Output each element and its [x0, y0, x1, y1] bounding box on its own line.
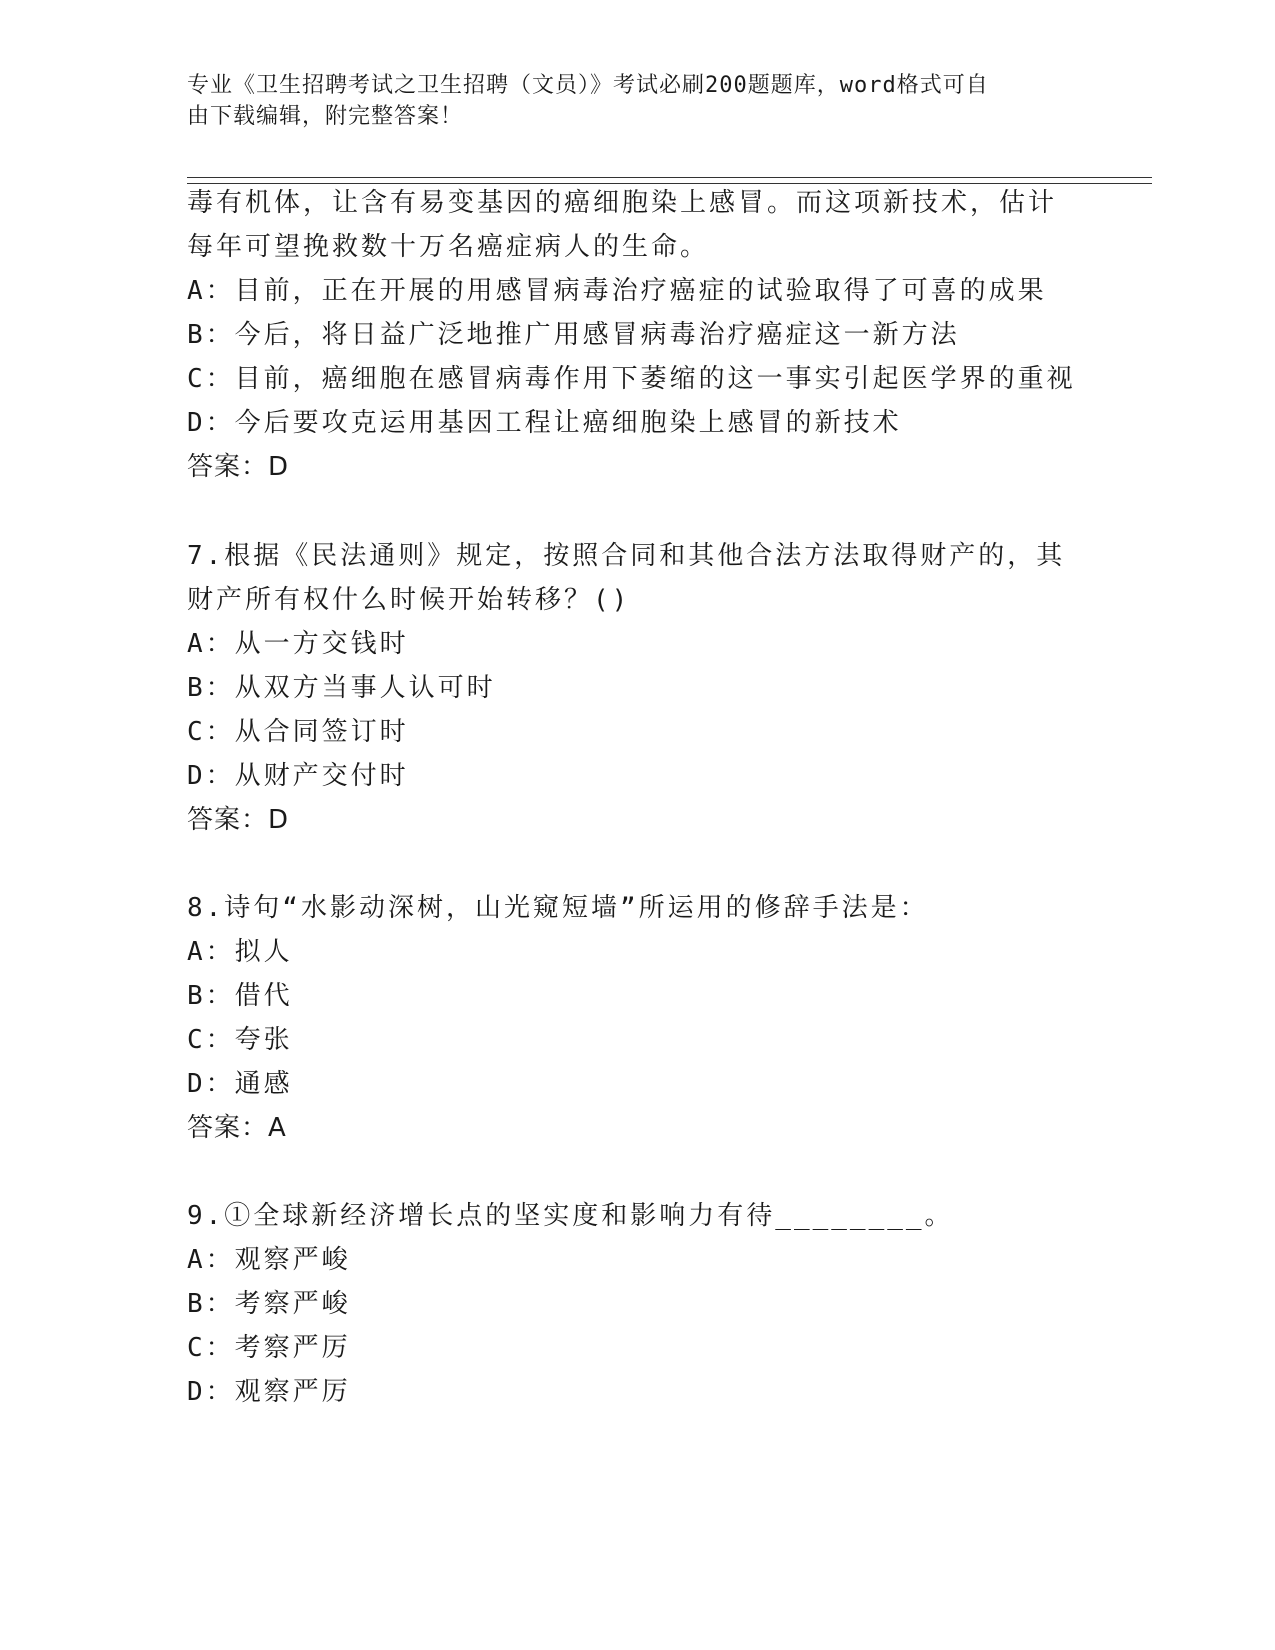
option-d: D：通感: [187, 1069, 293, 1099]
option-b: B：考察严峻: [187, 1289, 351, 1319]
header-divider: [187, 177, 1152, 184]
question-7-text-cont: 财产所有权什么时候开始转移？(): [187, 585, 631, 615]
question-7-text: 7.根据《民法通则》规定，按照合同和其他合法方法取得财产的，其: [187, 541, 1066, 571]
question-text-line: 毒有机体，让含有易变基因的癌细胞染上感冒。而这项新技术，估计: [187, 188, 1058, 218]
answer-line: 答案：A: [187, 1113, 287, 1143]
option-c: C：目前，癌细胞在感冒病毒作用下萎缩的这一事实引起医学界的重视: [187, 364, 1076, 394]
option-a: A：观察严峻: [187, 1245, 351, 1275]
document-header: [187, 70, 1067, 132]
option-a: A：目前，正在开展的用感冒病毒治疗癌症的试验取得了可喜的成果: [187, 276, 1047, 306]
answer-line: 答案：D: [187, 452, 290, 482]
question-text-line: 每年可望挽救数十万名癌症病人的生命。: [187, 232, 710, 262]
question-9-text: 9.①全球新经济增长点的坚实度和影响力有待________。: [187, 1201, 954, 1231]
option-d: D：今后要攻克运用基因工程让癌细胞染上感冒的新技术: [187, 408, 902, 438]
option-b: B：今后，将日益广泛地推广用感冒病毒治疗癌症这一新方法: [187, 320, 960, 350]
header-line-1: 专业《卫生招聘考试之卫生招聘（文员）》考试必刷200题题库，word格式可自: [187, 73, 989, 98]
question-8-text: 8.诗句“水影动深树，山光窥短墙”所运用的修辞手法是：: [187, 893, 929, 923]
option-a: A：拟人: [187, 937, 293, 967]
option-c: C：从合同签订时: [187, 717, 409, 747]
option-c: C：考察严厉: [187, 1333, 351, 1363]
option-d: D：从财产交付时: [187, 761, 409, 791]
option-b: B：从双方当事人认可时: [187, 673, 496, 703]
option-c: C：夸张: [187, 1025, 293, 1055]
header-line-2: 由下载编辑，附完整答案！: [187, 104, 464, 129]
answer-line: 答案：D: [187, 805, 290, 835]
option-a: A：从一方交钱时: [187, 629, 409, 659]
option-b: B：借代: [187, 981, 293, 1011]
option-d: D：观察严厉: [187, 1377, 351, 1407]
